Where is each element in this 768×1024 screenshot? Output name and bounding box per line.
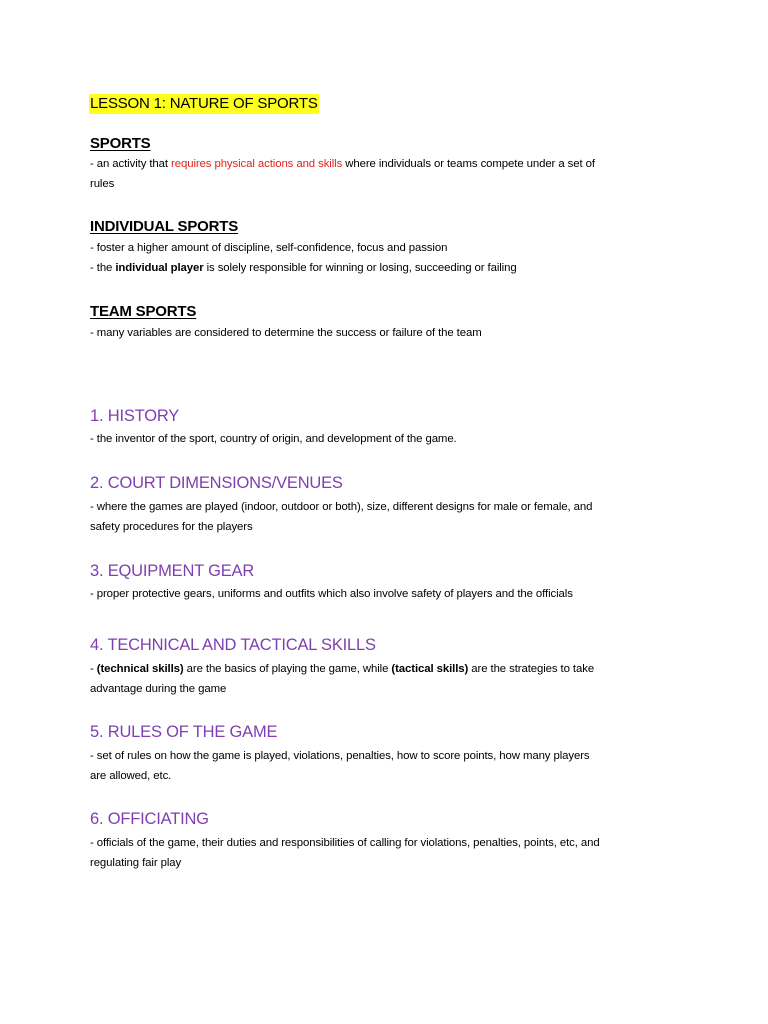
rules-line-2: are allowed, etc. xyxy=(90,770,172,782)
heading-sports: SPORTS xyxy=(90,135,151,152)
page-title: LESSON 1: NATURE OF SPORTS xyxy=(90,95,318,112)
individual-line-2-bold: individual player xyxy=(115,262,204,274)
skills-line-1-post: are the strategies to take xyxy=(468,663,595,675)
history-line-1: - the inventor of the sport, country of origin, and development of the game. xyxy=(90,433,457,445)
heading-equipment-gear: 3. EQUIPMENT GEAR xyxy=(90,562,255,580)
skills-line-1-mid: are the basics of playing the game, while xyxy=(183,663,392,675)
officiating-line-1: - officials of the game, their duties and responsibilities of calling for violations, penalties, points, etc, and xyxy=(90,837,600,849)
court-line-1: - where the games are played (indoor, outdoor or both), size, different designs for male or female, and xyxy=(90,501,593,513)
individual-sports-line-2 xyxy=(90,258,690,278)
skills-line-2: advantage during the game xyxy=(90,683,227,695)
rules-line-1: - set of rules on how the game is played, violations, penalties, how to score points, how many players xyxy=(90,750,590,762)
heading-individual-sports: INDIVIDUAL SPORTS xyxy=(90,218,239,235)
skills-tactical-term: (tactical skills) xyxy=(391,663,469,675)
heading-technical-tactical-skills: 4. TECHNICAL AND TACTICAL SKILLS xyxy=(90,636,376,654)
sports-definition-line-1 xyxy=(90,154,690,174)
officiating-line-2: regulating fair play xyxy=(90,857,182,869)
skills-technical-term: (technical skills) xyxy=(96,663,184,675)
sports-line-1-pre: - an activity that xyxy=(90,158,172,170)
individual-sports-line-1: - foster a higher amount of discipline, self-confidence, focus and passion xyxy=(90,242,448,254)
court-line-2: safety procedures for the players xyxy=(90,521,253,533)
heading-court-dimensions: 2. COURT DIMENSIONS/VENUES xyxy=(90,474,343,492)
sports-definition-line-2: rules xyxy=(90,178,115,190)
skills-line-1 xyxy=(90,659,690,679)
heading-history: 1. HISTORY xyxy=(90,407,180,425)
heading-officiating: 6. OFFICIATING xyxy=(90,810,209,828)
team-sports-line-1: - many variables are considered to determine the success or failure of the team xyxy=(90,327,482,339)
sports-line-1-post: where individuals or teams compete under a set of xyxy=(342,158,595,170)
sports-line-1-emphasis: requires physical actions and skills xyxy=(171,158,343,170)
individual-line-2-pre: - the xyxy=(90,262,116,274)
heading-team-sports: TEAM SPORTS xyxy=(90,303,197,320)
individual-line-2-post: is solely responsible for winning or losing, succeeding or failing xyxy=(203,262,517,274)
equipment-line-1: - proper protective gears, uniforms and outfits which also involve safety of players and the officials xyxy=(90,588,573,600)
heading-rules-of-the-game: 5. RULES OF THE GAME xyxy=(90,723,278,741)
skills-line-1-pre: - xyxy=(90,663,97,675)
